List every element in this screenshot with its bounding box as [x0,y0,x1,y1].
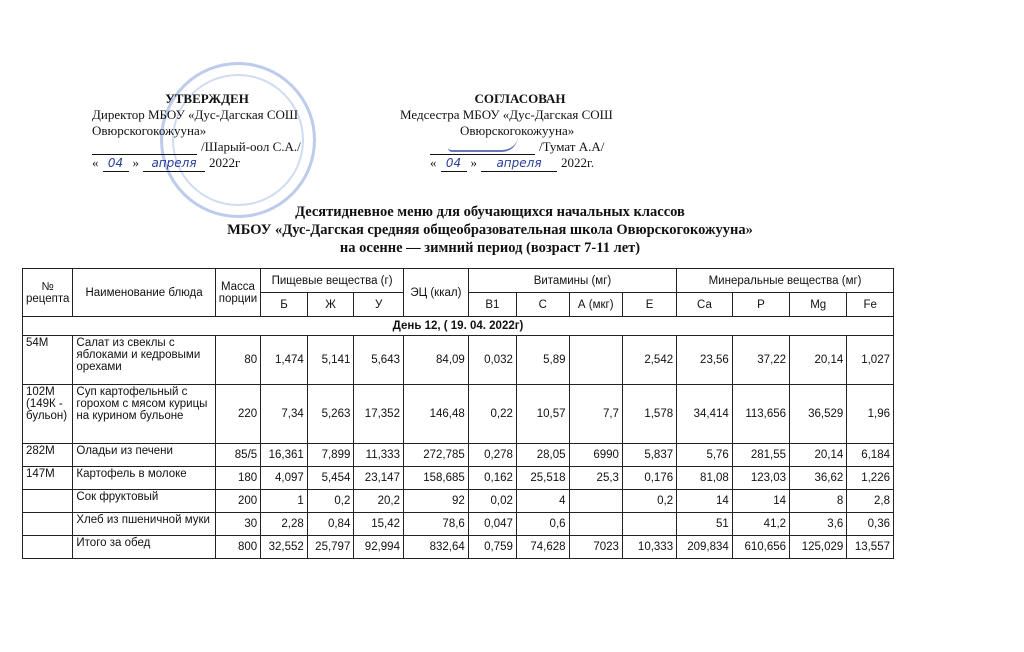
col-mg: Mg [790,293,847,317]
cell-code [23,536,73,559]
col-fat: Ж [307,293,354,317]
cell-zh: 0,2 [307,490,354,513]
approval-block-nurse [400,91,640,172]
cell-mass: 200 [215,490,260,513]
cell-u: 5,643 [354,336,404,385]
day-row [23,317,894,336]
col-dish-name: Наименование блюда [73,269,215,317]
cell-ec: 78,6 [403,513,468,536]
cell-a [569,336,622,385]
cell-ca: 51 [677,513,733,536]
cell-code: 282М [23,444,73,467]
cell-name: Картофель в молоке [73,467,215,490]
cell-a: 7,7 [569,385,622,444]
date-day: 04 [103,155,129,172]
cell-zh: 5,454 [307,467,354,490]
col-a: А (мкг) [569,293,622,317]
cell-b1: 0,032 [468,336,516,385]
table-row [23,444,894,467]
cell-zh: 0,84 [307,513,354,536]
signature-line [92,139,322,155]
cell-u: 20,2 [354,490,404,513]
cell-fe: 0,36 [847,513,894,536]
cell-mass: 30 [215,513,260,536]
cell-p: 281,55 [732,444,789,467]
document-title [160,203,820,257]
cell-name: Итого за обед [73,536,215,559]
table-row [23,490,894,513]
cell-c: 5,89 [516,336,569,385]
cell-b: 16,361 [261,444,308,467]
cell-zh: 5,263 [307,385,354,444]
cell-mg: 36,529 [790,385,847,444]
signer-name: /Тумат А.А/ [539,139,605,154]
table-row [23,336,894,385]
cell-ec: 146,48 [403,385,468,444]
cell-fe: 2,8 [847,490,894,513]
cell-name: Сок фруктовый [73,490,215,513]
col-carbs: У [354,293,404,317]
cell-fe: 1,96 [847,385,894,444]
cell-mass: 80 [215,336,260,385]
cell-u: 11,333 [354,444,404,467]
cell-ca: 5,76 [677,444,733,467]
cell-ec: 158,685 [403,467,468,490]
cell-u: 23,147 [354,467,404,490]
cell-e: 10,333 [622,536,676,559]
cell-e: 0,176 [622,467,676,490]
approval-heading: УТВЕРЖДЕН [165,91,249,106]
date-day: 04 [441,155,467,172]
menu-table [22,268,894,559]
col-group-minerals: Минеральные вещества (мг) [677,269,894,293]
approval-block-director [92,91,322,172]
quote-close: » [470,155,477,170]
signature-blank [92,139,197,155]
cell-zh: 5,141 [307,336,354,385]
cell-fe: 13,557 [847,536,894,559]
signature-blank [430,139,535,155]
cell-p: 37,22 [732,336,789,385]
cell-code: 147М [23,467,73,490]
table-row [23,467,894,490]
approval-position: Директор МБОУ «Дус-Дагская СОШ [92,107,299,122]
cell-mg: 36,62 [790,467,847,490]
date-year: 2022г. [561,155,595,170]
col-group-nutrients: Пищевые вещества (г) [261,269,404,293]
quote-close: » [132,155,139,170]
cell-e: 5,837 [622,444,676,467]
cell-mass: 800 [215,536,260,559]
approval-date [92,155,322,172]
date-month: апреля [481,155,557,172]
col-recipe-no: № рецепта [23,269,73,317]
cell-b1: 0,02 [468,490,516,513]
col-ca: Са [677,293,733,317]
cell-c: 25,518 [516,467,569,490]
approval-date [400,155,640,172]
cell-a: 25,3 [569,467,622,490]
title-line: МБОУ «Дус-Дагская средняя общеобразовательная школа Овюрскогокожууна» [227,222,753,238]
cell-b1: 0,22 [468,385,516,444]
cell-b1: 0,278 [468,444,516,467]
date-year: 2022г [209,155,241,170]
cell-c: 4 [516,490,569,513]
table-row [23,513,894,536]
cell-c: 28,05 [516,444,569,467]
cell-code: 54М [23,336,73,385]
cell-ec: 272,785 [403,444,468,467]
signer-name: /Шарый-оол С.А./ [201,139,301,154]
cell-name: Салат из свеклы с яблоками и кедровыми орехами [73,336,215,385]
cell-a: 7023 [569,536,622,559]
cell-ca: 23,56 [677,336,733,385]
cell-mg: 20,14 [790,444,847,467]
quote-open: « [92,155,99,170]
cell-mass: 220 [215,385,260,444]
cell-ec: 92 [403,490,468,513]
cell-mg: 125,029 [790,536,847,559]
col-e: Е [622,293,676,317]
cell-name: Хлеб из пшеничной муки [73,513,215,536]
col-portion: Масса порции [215,269,260,317]
cell-c: 0,6 [516,513,569,536]
cell-b: 1,474 [261,336,308,385]
cell-b: 32,552 [261,536,308,559]
cell-mass: 180 [215,467,260,490]
col-b1: В1 [468,293,516,317]
cell-a [569,513,622,536]
cell-b: 2,28 [261,513,308,536]
cell-ec: 832,64 [403,536,468,559]
cell-u: 15,42 [354,513,404,536]
approval-heading: СОГЛАСОВАН [474,91,566,106]
cell-code [23,490,73,513]
cell-ca: 14 [677,490,733,513]
cell-code [23,513,73,536]
cell-name: Суп картофельный с горохом с мясом курицы на курином бульоне [73,385,215,444]
cell-mg: 3,6 [790,513,847,536]
col-group-vitamins: Витамины (мг) [468,269,676,293]
cell-p: 113,656 [732,385,789,444]
col-p: Р [732,293,789,317]
approval-organization: Овюрскогокожууна» [460,123,575,138]
cell-b1: 0,047 [468,513,516,536]
date-month: апреля [143,155,205,172]
cell-p: 123,03 [732,467,789,490]
cell-p: 41,2 [732,513,789,536]
cell-b: 7,34 [261,385,308,444]
cell-u: 92,994 [354,536,404,559]
cell-b1: 0,759 [468,536,516,559]
approval-organization: Овюрскогокожууна» [92,123,207,138]
col-energy: ЭЦ (ккал) [403,269,468,317]
day-label: День 12, ( 19. 04. 2022г) [23,317,894,336]
cell-e: 0,2 [622,490,676,513]
cell-fe: 1,027 [847,336,894,385]
cell-c: 74,628 [516,536,569,559]
cell-zh: 25,797 [307,536,354,559]
quote-open: « [430,155,437,170]
cell-a: 6990 [569,444,622,467]
cell-mg: 8 [790,490,847,513]
cell-ca: 34,414 [677,385,733,444]
cell-c: 10,57 [516,385,569,444]
col-fe: Fe [847,293,894,317]
col-c: С [516,293,569,317]
cell-name: Оладьи из печени [73,444,215,467]
table-row [23,385,894,444]
cell-e: 2,542 [622,336,676,385]
cell-p: 610,656 [732,536,789,559]
cell-fe: 6,184 [847,444,894,467]
cell-code: 102М (149К - бульон) [23,385,73,444]
cell-mg: 20,14 [790,336,847,385]
approval-position: Медсестра МБОУ «Дус-Дагская СОШ [400,107,613,122]
cell-p: 14 [732,490,789,513]
cell-a [569,490,622,513]
cell-b1: 0,162 [468,467,516,490]
title-line: Десятидневное меню для обучающихся начальных классов [295,204,685,220]
cell-fe: 1,226 [847,467,894,490]
cell-u: 17,352 [354,385,404,444]
cell-mass: 85/5 [215,444,260,467]
cell-ca: 209,834 [677,536,733,559]
table-row [23,536,894,559]
col-protein: Б [261,293,308,317]
cell-zh: 7,899 [307,444,354,467]
cell-ca: 81,08 [677,467,733,490]
title-line: на осенне — зимний период (возраст 7-11 лет) [339,240,641,256]
cell-e: 1,578 [622,385,676,444]
cell-ec: 84,09 [403,336,468,385]
cell-b: 4,097 [261,467,308,490]
cell-b: 1 [261,490,308,513]
signature-line [400,139,640,155]
cell-e [622,513,676,536]
table-header-row [23,269,894,293]
